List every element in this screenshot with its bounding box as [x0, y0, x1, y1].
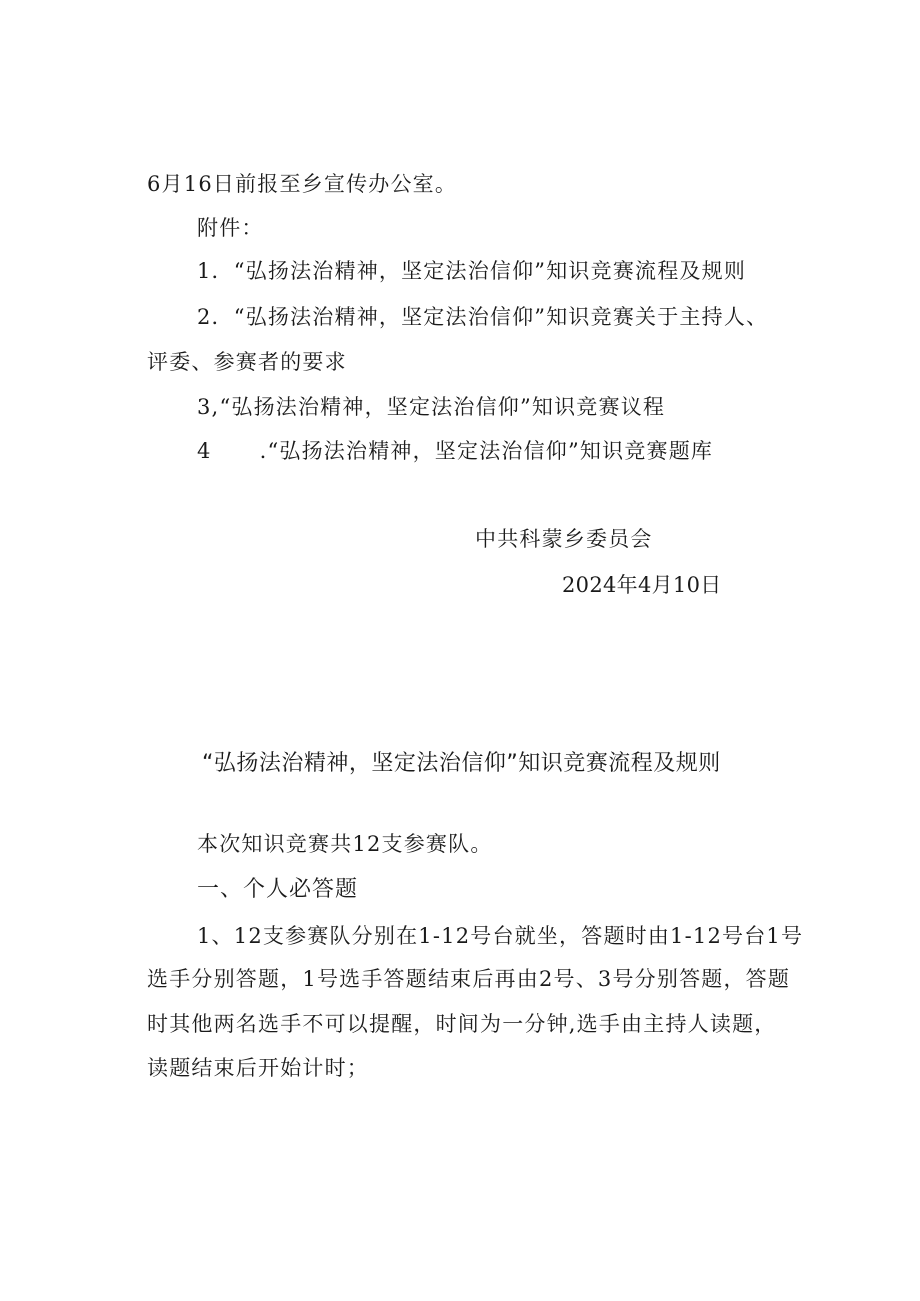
attachment-item-3: [197, 395, 665, 419]
signature-date: 2024年4月10日: [562, 573, 722, 597]
attachment-item-4: [197, 439, 713, 463]
section1-paragraph-line: 时其他两名选手不可以提醒，时间为一分钟,选手由主持人读题，: [147, 1012, 777, 1036]
attachment-title: “弘扬法治精神，坚定法治信仰”知识竞赛关于主持人、: [233, 305, 769, 329]
section1-paragraph-line: 1、12支参赛队分别在1-12号台就坐，答题时由1-12号台1号: [197, 924, 804, 948]
attachment-item-2: [197, 305, 768, 329]
attachment-number: 3,: [197, 395, 220, 419]
attachments-label: 附件：: [197, 216, 264, 240]
attachment-dot: .: [259, 439, 268, 463]
attachment-number: 1．: [197, 259, 234, 283]
attachment-title: “弘扬法治精神，坚定法治信仰”知识竞赛议程: [219, 395, 666, 419]
signature-org: 中共科蒙乡委员会: [475, 527, 653, 551]
intro-text: 本次知识竞赛共12支参赛队。: [197, 832, 493, 856]
attachment-number: 2．: [197, 305, 234, 329]
attachment-item-1: [197, 259, 746, 283]
attachment-title: “弘扬法治精神，坚定法治信仰”知识竞赛流程及规则: [233, 259, 747, 283]
section1-paragraph-line: 选手分别答题，1号选手答题结束后再由2号、3号分别答题，答题: [147, 967, 791, 991]
document-title: “弘扬法治精神，坚定法治信仰”知识竞赛流程及规则: [202, 751, 721, 776]
continuation-text: 6月16日前报至乡宣传办公室。: [147, 172, 458, 196]
attachment-item-2-continuation: 评委、参赛者的要求: [147, 350, 347, 374]
section-heading-individual: 一、个人必答题: [197, 877, 359, 902]
attachment-number: 4: [197, 439, 212, 463]
section1-paragraph-line: 读题结束后开始计时；: [147, 1056, 369, 1080]
attachment-title: “弘扬法治精神，坚定法治信仰”知识竞赛题库: [267, 439, 714, 463]
